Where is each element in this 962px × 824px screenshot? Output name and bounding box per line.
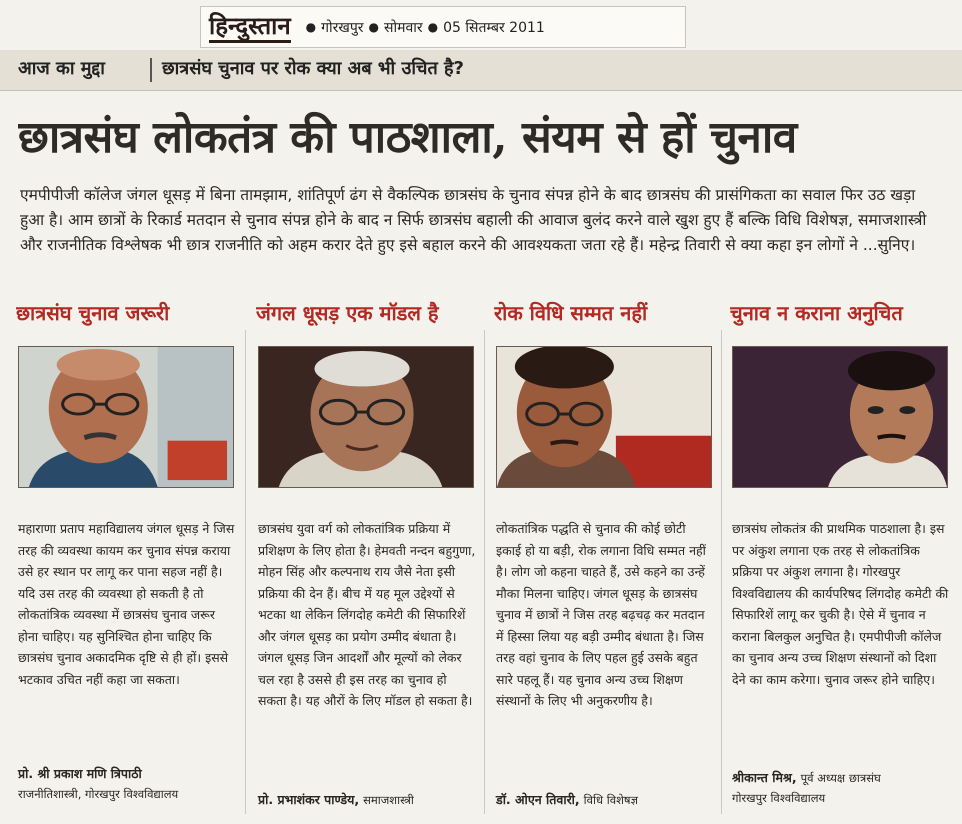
author-affiliation: राजनीतिशास्त्री, गोरखपुर विश्वविद्यालय [18, 787, 179, 801]
portrait-photo [258, 346, 474, 488]
column-divider [484, 330, 485, 814]
column-heading: रोक विधि सम्मत नहीं [494, 301, 648, 325]
author-affiliation: समाजशास्त्री [363, 793, 414, 807]
bullet-icon: ● [305, 20, 317, 34]
author-affiliation: विधि विशेषज्ञ [583, 793, 638, 807]
column-heading: जंगल धूसड़ एक मॉडल है [256, 301, 439, 325]
opinion-column-1 [16, 296, 238, 801]
portrait-photo [18, 346, 234, 488]
article-intro: एमपीपीजी कॉलेज जंगल धूसड़ में बिना तामझाम, शांतिपूर्ण ढंग से वैकल्पिक छात्रसंघ के चुनाव संपन्न होने के बाद छात्रसंघ की प्रासंगिकता का सवाल फिर उठ खड़ा हुआ है। आम छात्रों के रिकार्ड मतदान से चुनाव संपन्न होने के बाद न सिर्फ छात्रसंघ बहाली की आवाज बुलंद करने वाले खुश हुए हैं बल्कि विधि विशेषज्ञ, समाजशास्त्री और राजनीतिक विश्लेषक भी छात्र राजनीति को अहम करार देते हुए इसे बहाल करने की आवश्यकता जता रहे हैं। महेन्द्र तिवारी से क्या कहा इन लोगों ने ...सुनिए। [20, 186, 927, 254]
masthead [200, 6, 686, 48]
opinion-column-3 [494, 296, 716, 807]
column-divider [245, 330, 246, 814]
article-headline: छात्रसंघ लोकतंत्र की पाठशाला, संयम से हों चुनाव [18, 112, 797, 163]
column-body: छात्रसंघ लोकतंत्र की प्राथमिक पाठशाला है। इस पर अंकुश लगाना एक तरह से लोकतांत्रिक प्रक्रिया पर अंकुश लगाना है। गोरखपुर विश्वविद्यालय की कार्यपरिषद लिंगदोह कमेटी की सिफारिशें लागू कर चुकी है। ऐसे में चुनाव न कराना बिलकुल अनुचित है। एमपीपीजी कॉलेज का चुनाव अन्य उच्च शिक्षण संस्थानों को दिशा देने का काम करेगा। चुनाव जरूर होने चाहिए। [732, 521, 949, 687]
masthead-city: गोरखपुर [321, 19, 364, 36]
topic-question: छात्रसंघ चुनाव पर रोक क्या अब भी उचित है? [162, 58, 464, 79]
author-name: प्रो. श्री प्रकाश मणि त्रिपाठी [18, 766, 142, 781]
column-signature [732, 768, 954, 808]
author-name: प्रो. प्रभाशंकर पाण्डेय, [258, 792, 360, 807]
column-signature [258, 790, 480, 810]
column-body: लोकतांत्रिक पद्धति से चुनाव की कोई छोटी इकाई हो या बड़ी, रोक लगाना विधि सम्मत नहीं है। लोग जो कहना चाहते हैं, उसे कहने का उन्हें मौका मिलना चाहिए। जंगल धूसड़ के छात्रसंघ चुनाव में छात्रों ने जिस तरह बढ़चढ़ कर मतदान में हिस्सा लिया यह बड़ी उम्मीद बंधाता है। जिस तरह वहां चुनाव के लिए पहल हुई उसके बहुत सारे पहलू हैं। यह चुनाव अन्य उच्च शिक्षण संस्थानों के लिए भी अनुकरणीय है। [496, 521, 706, 708]
author-affiliation: पूर्व अध्यक्ष छात्रसंघ [800, 771, 881, 785]
masthead-date: 05 सितम्बर 2011 [443, 19, 545, 36]
column-divider [721, 330, 722, 814]
column-heading: चुनाव न कराना अनुचित [730, 301, 903, 325]
opinion-column-2 [256, 296, 478, 807]
author-affiliation: गोरखपुर विश्वविद्यालय [732, 791, 826, 805]
topic-bar [0, 50, 962, 91]
opinion-column-4 [730, 296, 952, 805]
column-body: महाराणा प्रताप महाविद्यालय जंगल धूसड़ ने जिस तरह की व्यवस्था कायम कर चुनाव संपन्न कराया उसे हर स्थान पर लागू कर पाना सहज नहीं है। यदि उस तरह की व्यवस्था हो सकती है तो लोकतांत्रिक व्यवस्था में छात्रसंघ चुनाव जरूर होना चाहिए। यह सुनिश्चित होना चाहिए कि छात्रसंघ चुनाव अकादमिक दृष्टि से ही हों। इससे भटकाव उचित नहीं कहा जा सकता। [18, 521, 235, 687]
column-heading: छात्रसंघ चुनाव जरूरी [16, 301, 170, 325]
author-name: डॉ. ओएन तिवारी, [496, 792, 580, 807]
bullet-icon: ● [368, 20, 380, 34]
bullet-icon: ● [427, 20, 439, 34]
portrait-photo [496, 346, 712, 488]
topic-tag: आज का मुद्दा [18, 58, 105, 79]
column-signature [18, 764, 240, 804]
column-signature [496, 790, 718, 810]
masthead-day: सोमवार [384, 19, 423, 36]
column-body: छात्रसंघ युवा वर्ग को लोकतांत्रिक प्रक्रिया में प्रशिक्षण के लिए होता है। हेमवती नन्दन बहुगुणा, मोहन सिंह और कल्पनाथ राय जैसे नेता इसी प्रक्रिया की देन हैं। बीच में यह मूल उद्देश्यों से भटका था लेकिन लिंगदोह कमेटी की सिफारिशें और जंगल धूसड़ का प्रयोग उम्मीद बंधाता है। जंगल धूसड़ जिन आदर्शों और मूल्यों को लेकर चल रहा है उससे ही इस तरह का चुनाव हो सकता है। यह औरों के लिए मॉडल हो सकता है। [258, 521, 476, 708]
newspaper-logo: हिन्दुस्तान [209, 12, 291, 43]
author-name: श्रीकान्त मिश्र, [732, 770, 797, 785]
portrait-photo [732, 346, 948, 488]
topic-divider [150, 58, 152, 82]
